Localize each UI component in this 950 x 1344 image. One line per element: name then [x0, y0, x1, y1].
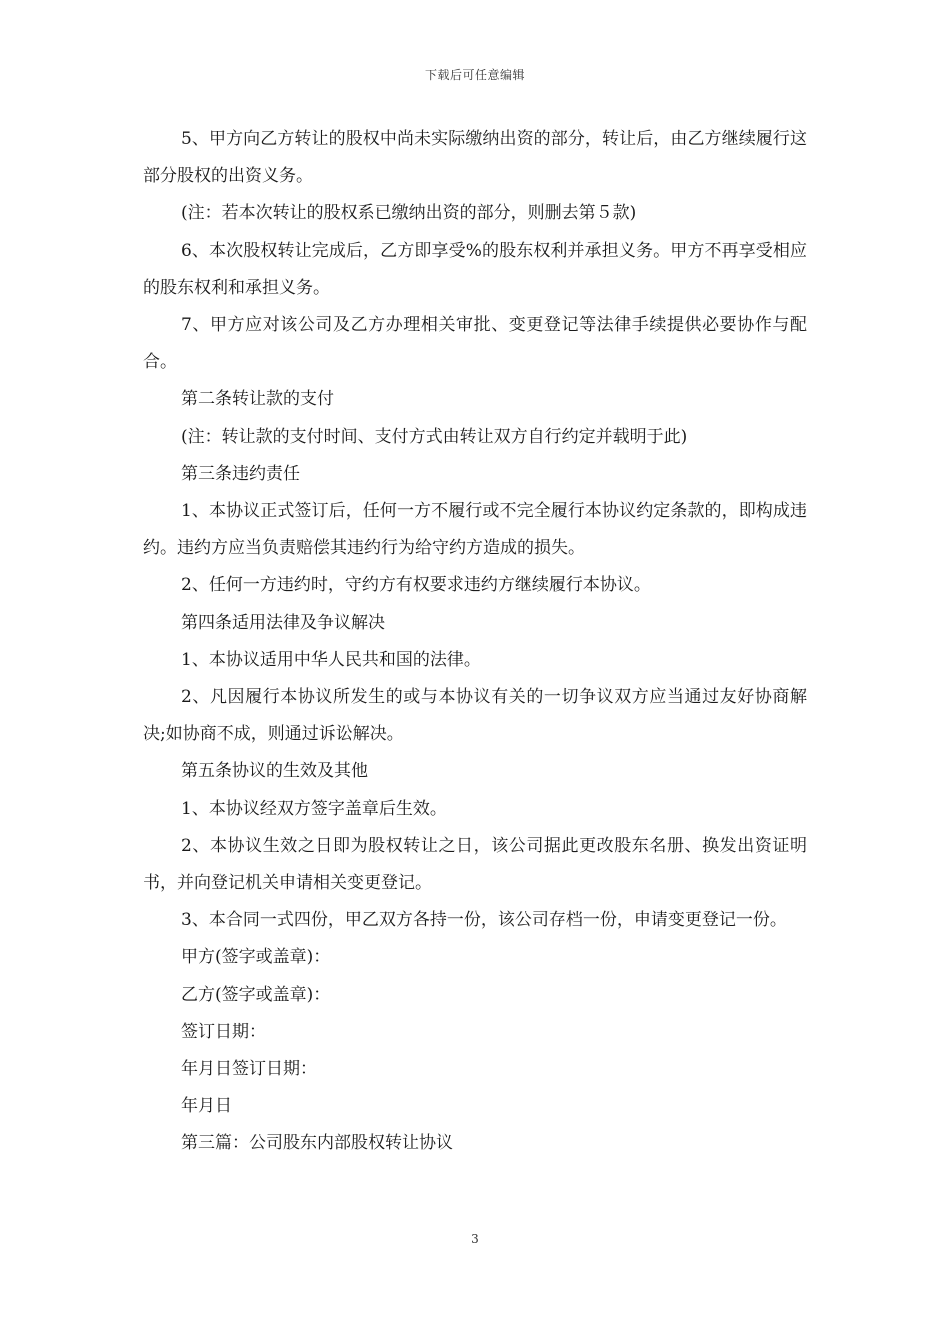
paragraph-breach-2: 2、任何一方违约时，守约方有权要求违约方继续履行本协议。	[181, 575, 651, 596]
signing-date-label: 签订日期：	[181, 1021, 266, 1042]
signature-party-b: 乙方(签字或盖章)：	[181, 984, 331, 1005]
heading-article-3: 第三条违约责任	[181, 463, 300, 484]
paragraph-note-payment: (注：转让款的支付时间、支付方式由转让双方自行约定并载明于此)	[181, 426, 688, 447]
heading-article-5: 第五条协议的生效及其他	[181, 761, 368, 782]
paragraph-effect-2: 2、本协议生效之日即为股权转让之日，该公司据此更改股东名册、换发出资证明书，并向登记机关申请相关变更登记。	[143, 835, 807, 894]
paragraph-effect-3: 3、本合同一式四份，甲乙双方各持一份，该公司存档一份，申请变更登记一份。	[181, 910, 787, 931]
signature-party-a: 甲方(签字或盖章)：	[181, 947, 331, 968]
page-header: 下载后可任意编辑	[424, 68, 525, 82]
paragraph-law-2: 2、凡因履行本协议所发生的或与本协议有关的一切争议双方应当通过友好协商解决;如协商不成，则通过诉讼解决。	[143, 687, 807, 745]
heading-article-2: 第二条转让款的支付	[181, 389, 334, 410]
paragraph-note-clause-5: (注：若本次转让的股权系已缴纳出资的部分，则删去第５款)	[181, 203, 637, 224]
paragraph-breach-1: 1、本协议正式签订后，任何一方不履行或不完全履行本协议约定条款的，即构成违约。违约方应当负责赔偿其违约行为给守约方造成的损失。	[143, 501, 807, 559]
heading-part-3: 第三篇：公司股东内部股权转让协议	[181, 1133, 453, 1154]
paragraph-law-1: 1、本协议适用中华人民共和国的法律。	[181, 649, 481, 670]
paragraph-clause-6: 6、本次股权转让完成后，乙方即享受%的股东权利并承担义务。甲方不再享受相应的股东权利和承担义务。	[143, 240, 807, 298]
paragraph-clause-5: 5、甲方向乙方转让的股权中尚未实际缴纳出资的部分，转让后，由乙方继续履行这部分股权的出资义务。	[143, 129, 807, 187]
paragraph-clause-7: 7、甲方应对该公司及乙方办理相关审批、变更登记等法律手续提供必要协作与配合。	[143, 315, 807, 373]
page-number: 3	[471, 1232, 479, 1246]
date-line: 年月日	[181, 1096, 232, 1117]
document-body	[143, 121, 807, 1163]
signing-date-label-2: 年月日签订日期：	[181, 1059, 317, 1080]
heading-article-4: 第四条适用法律及争议解决	[181, 612, 385, 633]
paragraph-effect-1: 1、本协议经双方签字盖章后生效。	[181, 798, 447, 819]
